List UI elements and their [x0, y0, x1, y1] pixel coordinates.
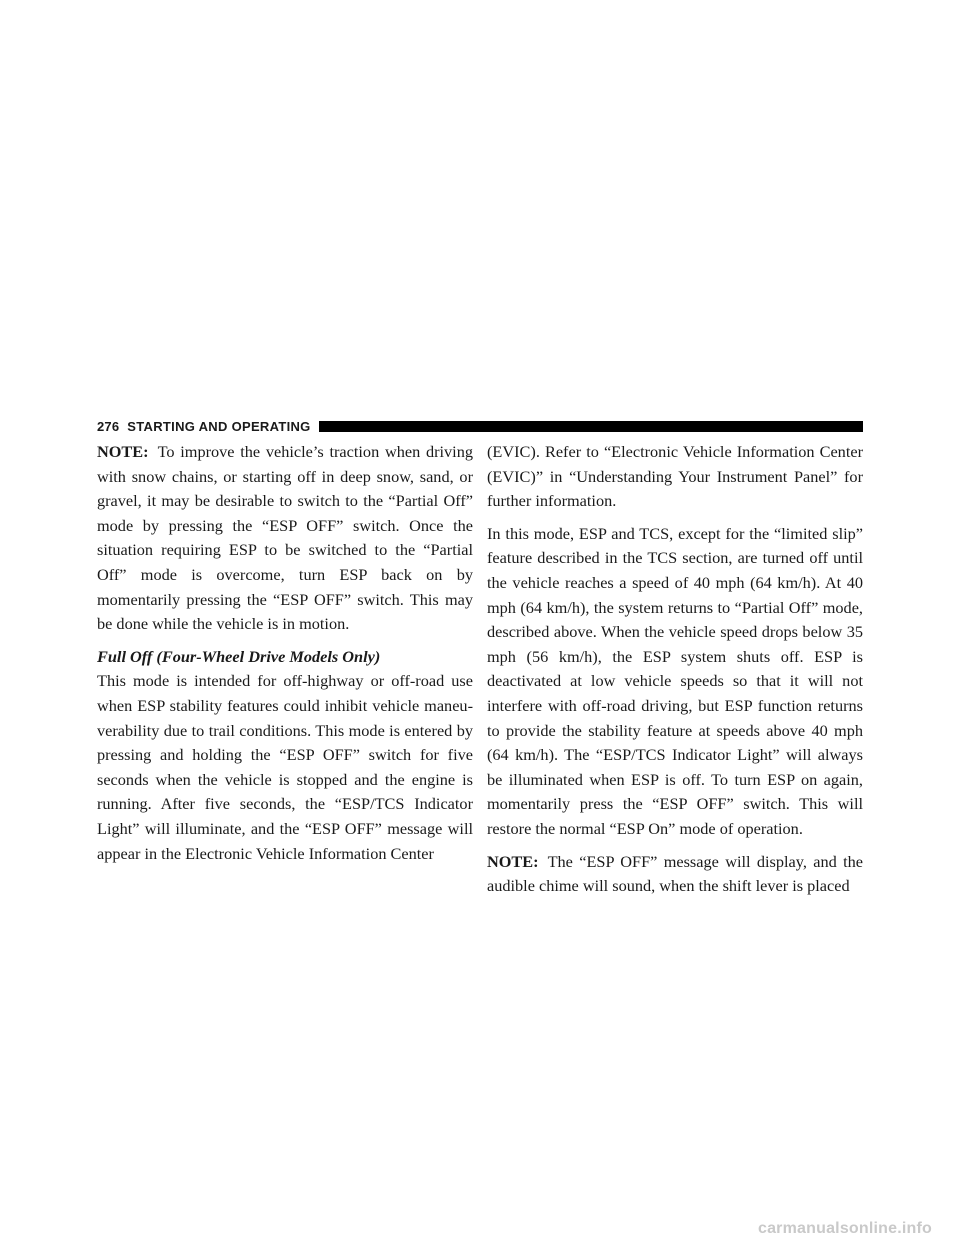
header-rule	[319, 421, 863, 432]
note-text: To improve the vehicle’s traction when driving with snow chains, or starting off in deep snow, sand, or gravel, it may be desirable to switch to the “Partial Off” mode by pressing the “ESP OFF” switch. Once the situation requiring ESP to be switched to the “Partial Off” mode is overcome, turn ESP back on by momentarily pressing the “ESP OFF” switch. This may be done while the vehicle is in motion.	[97, 442, 473, 634]
note-text: The “ESP OFF” message will display, and the audible chime will sound, when the shift lever is placed	[487, 851, 863, 896]
body-paragraph: This mode is intended for off-highway or off-road use when ESP stability features could inhibit vehicle maneuverability due to trail conditions. This mode is entered by pressing and holding the “ESP OFF” switch for five seconds when the vehicle is stopped and the engine is running. After five seconds, the “ESP/TCS Indicator Light” will illuminate, and the “ESP OFF” message will appear in the Electronic Vehicle Information Center	[97, 671, 473, 863]
section-heading: Full Off (Four-Wheel Drive Models Only)	[97, 646, 381, 666]
site-watermark: carmanualsonline.info	[757, 1220, 932, 1237]
left-column	[97, 440, 473, 866]
page-header	[97, 418, 863, 434]
body-paragraph: (EVIC). Refer to “Electronic Vehicle Information Center (EVIC)” in “Understanding Your Instrument Panel” for further information.	[487, 442, 863, 511]
section-title: STARTING AND OPERATING	[127, 418, 311, 434]
note-label: NOTE:	[97, 442, 149, 461]
note-label: NOTE:	[487, 851, 539, 871]
page-number: 276	[97, 418, 120, 434]
right-column	[487, 440, 863, 899]
note-paragraph	[97, 440, 473, 637]
note-paragraph	[487, 850, 863, 899]
body-paragraph: In this mode, ESP and TCS, except for the “limited slip” feature described in the TCS section, are turned off until the vehicle reaches a speed of 40 mph (64 km/h). At 40 mph (64 km/h), the system returns to “Partial Off” mode, described above. When the vehicle speed drops below 35 mph (56 km/h), the ESP system shuts off. ESP is deactivated at low vehicle speeds so that it will not interfere with off-road driving, but ESP function returns to provide the stability feature at speeds above 40 mph (64 km/h). The “ESP/TCS Indicator Light” will always be illuminated when ESP is off. To turn ESP on again, momentarily press the “ESP OFF” switch. This will restore the normal “ESP On” mode of operation.	[487, 523, 863, 838]
